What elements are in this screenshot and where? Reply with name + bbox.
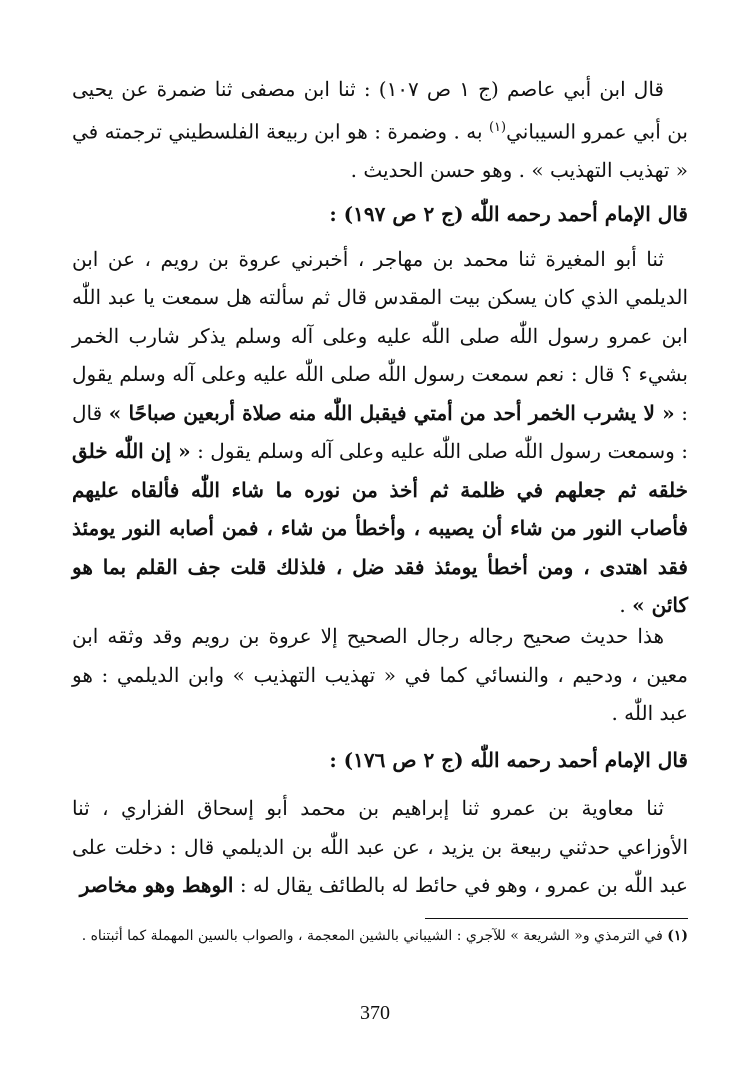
bold-phrase: الوهط وهو مخاصر xyxy=(79,873,234,897)
footnote xyxy=(72,924,688,948)
footnote-marker: (١) xyxy=(667,928,688,944)
section-heading-ahmad-176: قال الإمام أحمد رحمه اللّٰه (ج ٢ ص ١٧٦) : xyxy=(329,747,688,772)
footnote-reference[interactable]: (١) xyxy=(488,119,507,135)
footnote-divider xyxy=(425,918,688,919)
paragraph-second-hadith xyxy=(72,789,688,905)
paragraph-hadith-text xyxy=(72,240,688,625)
paragraph-text: قال ابن أبي عاصم (ج ١ ص ١٠٧) : ثنا ابن مصفى ثنا ضمرة عن يحيى بن أبي عمرو السيباني xyxy=(72,77,689,144)
paragraph-text: ثنا معاوية بن عمرو ثنا إبراهيم بن محمد أبو إسحاق الفزاري ، ثنا الأوزاعي حدثني ربيعة بن يزيد ، عن عبد اللّٰه بن الديلمي قال : دخلت على عبد اللّٰه بن عمرو ، وهو في حائط له بالطائف يقال له : xyxy=(72,796,688,897)
main-text-lower xyxy=(72,617,688,905)
section-heading-ahmad-197: قال الإمام أحمد رحمه اللّٰه (ج ٢ ص ١٩٧) : xyxy=(329,202,688,227)
footnote-text: في الترمذي و« الشريعة » للآجري : الشيباني بالشين المعجمة ، والصواب بالسين المهملة كما أثبتناه . xyxy=(81,928,663,944)
paragraph-text-continued: به . وضمرة : هو ابن ربيعة الفلسطيني ترجمته في « تهذيب التهذيب » . وهو حسن الحديث . xyxy=(72,119,688,182)
hadith-end-mark: . xyxy=(619,593,626,618)
paragraph-grading: هذا حديث صحيح رجاله رجال الصحيح إلا عروة بن رويم وقد وثقه ابن معين ، ودحيم ، والنسائي كما في « تهذيب التهذيب » وابن الديلمي : هو عبد اللّٰه . xyxy=(72,624,688,725)
paragraph-ibn-abi-asim xyxy=(72,70,688,189)
hadith-quote-nur: « إن اللّٰه خلق خلقه ثم جعلهم في ظلمة ثم أخذ من نوره ما شاء اللّٰه فألقاه عليهم فأصاب النور من شاء أن يصيبه ، وأخطأ من شاء ، فمن أصابه النور يومئذ فقد اهتدى ، ومن أخطأ يومئذ فقد ضل ، فلذلك قلت جف القلم بما هو كائن » xyxy=(72,439,688,618)
hadith-transition: قال : وسمعت رسول اللّٰه صلى اللّٰه عليه وعلى آله وسلم يقول : xyxy=(72,400,688,464)
hadith-quote-khamr: « لا يشرب الخمر أحد من أمتي فيقبل اللّٰه منه صلاة أربعين صباحًا » xyxy=(108,400,675,425)
hadith-isnad: ثنا أبو المغيرة ثنا محمد بن مهاجر ، أخبرني عروة بن رويم ، عن ابن الديلمي الذي كان يسكن بيت المقدس قال ثم سألته هل سمعت يا عبد اللّٰه ابن عمرو رسول اللّٰه صلى اللّٰه عليه وعلى آله وسلم يذكر شارب الخمر بشيء ؟ قال : نعم سمعت رسول اللّٰه صلى اللّٰه عليه وعلى آله وسلم يقول : xyxy=(72,246,689,425)
main-text-upper xyxy=(72,70,688,625)
page-number: 370 xyxy=(360,1002,390,1024)
